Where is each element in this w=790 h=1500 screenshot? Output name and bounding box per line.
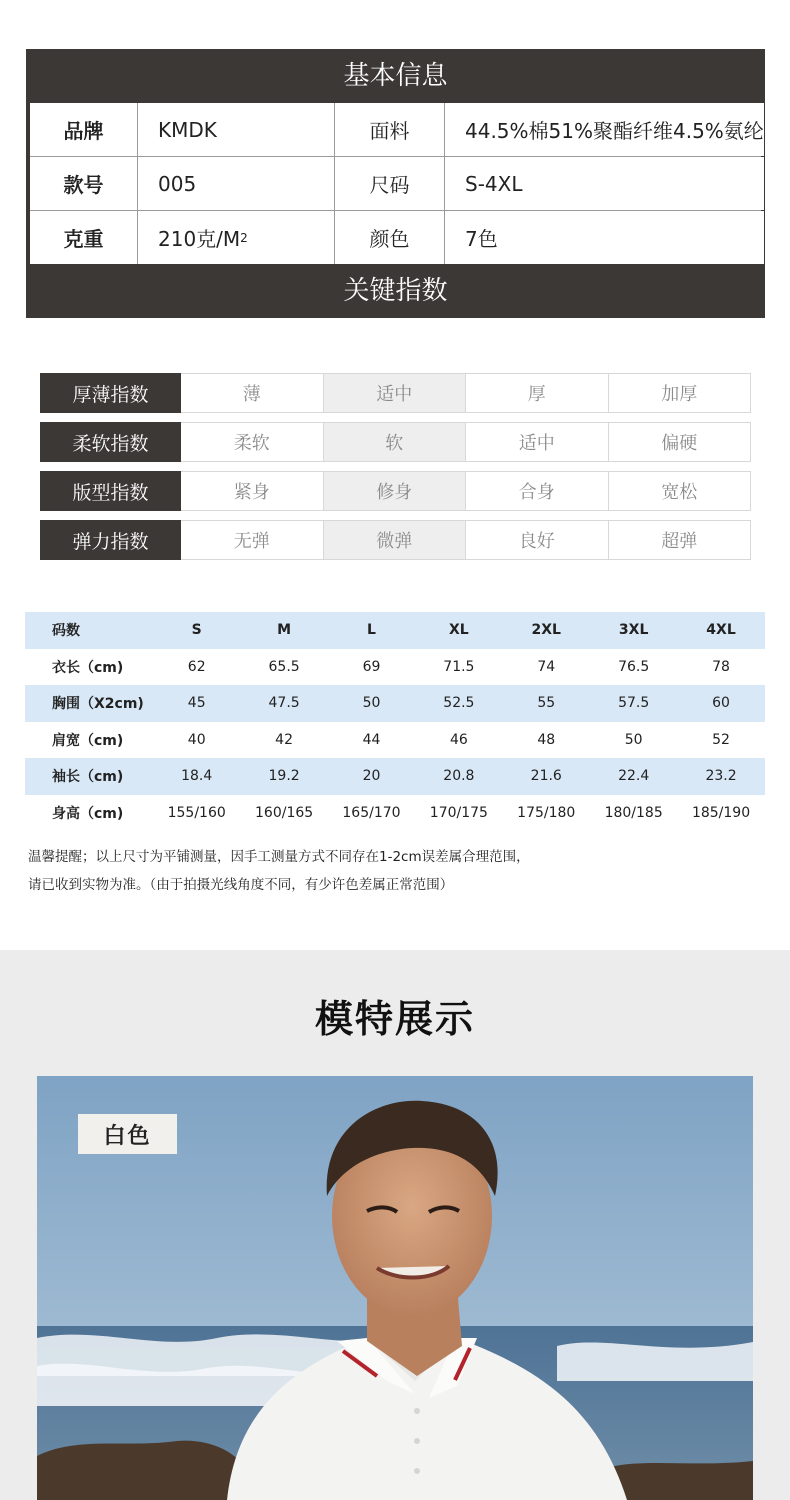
table-cell: 21.6 — [530, 768, 562, 785]
header-cell: 3XL — [618, 622, 649, 639]
row-label: 衣长（cm) — [52, 659, 124, 676]
index-option: 宽松 — [609, 471, 752, 511]
header-cell: XL — [449, 622, 469, 639]
table-cell: 165/170 — [342, 804, 401, 821]
table-cell: 52 — [712, 731, 730, 748]
table-cell: 57.5 — [618, 695, 650, 712]
style-no-label: 款号 — [30, 157, 137, 210]
header-cell: L — [367, 622, 376, 639]
table-cell: 40 — [187, 731, 206, 748]
table-row — [25, 685, 765, 722]
index-option-selected: 适中 — [324, 373, 467, 413]
color-tag: 白色 — [78, 1114, 177, 1154]
table-cell: 47.5 — [268, 695, 300, 712]
table-cell: 20.8 — [443, 768, 475, 785]
table-cell: 65.5 — [268, 658, 300, 675]
model-photo — [37, 1076, 753, 1500]
table-cell: 48 — [537, 731, 556, 748]
note-line: 温馨提醒；以上尺寸为平铺测量，因手工测量方式不同存在1-2cm误差属合理范围， — [28, 849, 530, 865]
softness-index-row — [40, 422, 751, 462]
table-row — [25, 722, 765, 759]
table-cell: 20 — [362, 768, 381, 785]
row-label: 肩宽（cm) — [52, 732, 124, 749]
index-option: 薄 — [181, 373, 324, 413]
size-table — [25, 612, 765, 831]
index-option: 适中 — [466, 422, 609, 462]
table-row — [25, 758, 765, 795]
thickness-index-row — [40, 373, 751, 413]
index-option-selected: 修身 — [324, 471, 467, 511]
basic-info-grid — [30, 103, 764, 264]
table-cell: 74 — [537, 658, 556, 675]
index-label: 版型指数 — [40, 471, 181, 511]
table-cell: 180/185 — [604, 804, 663, 821]
index-option-selected: 软 — [324, 422, 467, 462]
table-cell: 45 — [187, 695, 206, 712]
index-option: 厚 — [466, 373, 609, 413]
row-label: 身高（cm) — [52, 805, 124, 822]
model-section-title: 模特展示 — [314, 997, 475, 1041]
fabric-label: 面料 — [335, 103, 444, 156]
elasticity-index-row — [40, 520, 751, 560]
index-option: 超弹 — [609, 520, 752, 560]
row-label: 胸围（X2cm) — [52, 696, 144, 713]
style-no-value: 005 — [138, 157, 334, 210]
row-label: 袖长（cm) — [52, 769, 124, 786]
index-option: 合身 — [466, 471, 609, 511]
size-table-header — [25, 612, 765, 649]
index-option: 无弹 — [181, 520, 324, 560]
table-cell: 175/180 — [517, 804, 576, 821]
table-cell: 55 — [537, 695, 556, 712]
table-cell: 50 — [624, 731, 643, 748]
note-line: 请已收到实物为准。（由于拍摄光线角度不同，有少许色差属正常范围） — [28, 877, 454, 893]
table-row — [25, 795, 765, 832]
table-cell: 23.2 — [705, 768, 737, 785]
table-cell: 22.4 — [618, 768, 650, 785]
size-range-label: 尺码 — [335, 157, 444, 210]
header-cell: M — [277, 622, 292, 639]
brand-value: KMDK — [138, 103, 334, 156]
table-cell: 60 — [712, 695, 730, 712]
basic-info-panel — [26, 49, 765, 318]
index-label: 弹力指数 — [40, 520, 181, 560]
key-index-title: 关键指数 — [343, 276, 448, 306]
weight-value-text: 210克/M — [158, 227, 241, 251]
table-row — [25, 649, 765, 686]
table-cell: 50 — [362, 695, 381, 712]
table-cell: 185/190 — [691, 804, 751, 821]
table-cell: 46 — [449, 731, 468, 748]
table-cell: 170/175 — [429, 804, 488, 821]
table-cell: 62 — [187, 658, 206, 675]
weight-value — [138, 211, 334, 264]
index-option: 加厚 — [609, 373, 752, 413]
fabric-value: 44.5%棉51%聚酯纤维4.5%氨纶 — [445, 103, 764, 156]
index-label: 柔软指数 — [40, 422, 181, 462]
index-label: 厚薄指数 — [40, 373, 181, 413]
model-section — [0, 950, 790, 1500]
table-cell: 18.4 — [181, 768, 213, 785]
index-option: 良好 — [466, 520, 609, 560]
header-cell: S — [191, 622, 202, 639]
color-label: 颜色 — [335, 211, 444, 264]
table-cell: 19.2 — [268, 768, 300, 785]
basic-info-title: 基本信息 — [343, 61, 448, 91]
index-option: 紧身 — [181, 471, 324, 511]
key-index-table — [40, 373, 751, 569]
table-cell: 160/165 — [255, 804, 314, 821]
table-cell: 52.5 — [443, 695, 475, 712]
brand-label: 品牌 — [30, 103, 137, 156]
color-value: 7色 — [445, 211, 764, 264]
index-option: 偏硬 — [609, 422, 752, 462]
size-range-value: S-4XL — [445, 157, 764, 210]
table-cell: 78 — [712, 658, 730, 675]
weight-value-sup: 2 — [240, 230, 248, 245]
table-cell: 71.5 — [443, 658, 475, 675]
index-option-selected: 微弹 — [324, 520, 467, 560]
weight-label: 克重 — [30, 211, 137, 264]
header-cell: 4XL — [706, 622, 736, 639]
header-cell: 2XL — [531, 622, 561, 639]
table-cell: 69 — [362, 658, 381, 675]
table-cell: 155/160 — [167, 804, 226, 821]
table-cell: 42 — [275, 731, 293, 748]
table-cell: 76.5 — [618, 658, 650, 675]
table-cell: 44 — [362, 731, 381, 748]
header-cell: 码数 — [52, 623, 80, 640]
fit-index-row — [40, 471, 751, 511]
measurement-note — [28, 843, 530, 899]
index-option: 柔软 — [181, 422, 324, 462]
